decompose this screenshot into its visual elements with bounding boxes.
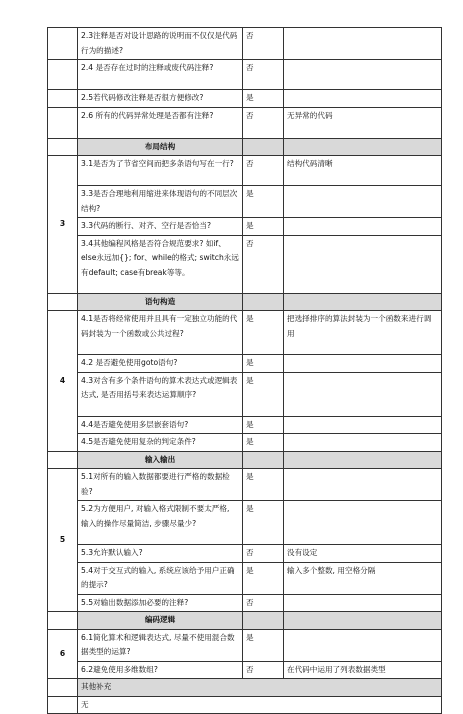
answer-cell: 否 <box>243 28 284 60</box>
item-text: 5.4对于交互式的输入, 系统应该给予用户正确的提示? <box>78 562 243 594</box>
answer-cell: 是 <box>243 355 284 373</box>
item-text: 4.1是否将经常使用并且具有一定独立功能的代码封装为一个函数或公共过程? <box>78 311 243 355</box>
answer-cell: 否 <box>243 107 284 138</box>
table-row <box>48 107 442 138</box>
other-value: 无 <box>78 696 442 714</box>
table-row <box>48 629 442 661</box>
answer-cell: 是 <box>243 311 284 355</box>
item-text: 4.3对含有多个条件语句的算术表达式或逻辑表达式, 是否用括号来表达运算顺序? <box>78 372 243 416</box>
section-header-spacer <box>48 293 78 311</box>
note-cell <box>284 629 442 661</box>
section-title: 语句构造 <box>78 293 243 311</box>
answer-cell: 是 <box>243 186 284 218</box>
answer-cell: 否 <box>243 156 284 186</box>
table-row <box>48 594 442 612</box>
section-header-spacer <box>243 612 284 630</box>
table-row <box>48 416 442 434</box>
other-value-row <box>48 696 442 714</box>
note-cell <box>284 434 442 452</box>
item-text: 2.5若代码修改注释是否很方便修改? <box>78 90 243 108</box>
table-row <box>48 235 442 293</box>
item-text: 4.2 是否避免使用goto语句? <box>78 355 243 373</box>
table-row <box>48 434 442 452</box>
item-text: 2.4 是否存在过时的注释或废代码注释? <box>78 60 243 90</box>
table-row <box>48 545 442 563</box>
note-cell <box>284 501 442 545</box>
answer-cell: 是 <box>243 469 284 501</box>
section-header-spacer <box>48 612 78 630</box>
item-text: 6.2避免使用多维数组? <box>78 661 243 679</box>
note-cell: 输入多个整数, 用空格分隔 <box>284 562 442 594</box>
answer-cell: 否 <box>243 661 284 679</box>
table-row <box>48 372 442 416</box>
section-header-spacer <box>48 138 78 156</box>
answer-cell: 是 <box>243 218 284 236</box>
section-header-spacer <box>48 451 78 469</box>
note-cell: 把选择排序的算法封装为一个函数来进行调用 <box>284 311 442 355</box>
note-cell: 无异常的代码 <box>284 107 442 138</box>
answer-cell: 是 <box>243 416 284 434</box>
other-title: 其他补充 <box>78 679 442 697</box>
section-title: 编码逻辑 <box>78 612 243 630</box>
table-row <box>48 311 442 355</box>
answer-cell: 是 <box>243 434 284 452</box>
section-number: 4 <box>48 311 78 452</box>
table-row <box>48 469 442 501</box>
table-row <box>48 218 442 236</box>
section-header-spacer <box>243 293 284 311</box>
item-text: 5.2为方便用户, 对输入格式限制不要太严格, 输入的操作尽量简洁, 步骤尽量少? <box>78 501 243 545</box>
note-cell <box>284 90 442 108</box>
section-header-spacer <box>48 696 78 714</box>
note-cell: 没有设定 <box>284 545 442 563</box>
table-row <box>48 661 442 679</box>
number-cell <box>48 60 78 90</box>
answer-cell: 是 <box>243 562 284 594</box>
number-cell <box>48 90 78 108</box>
note-cell <box>284 28 442 60</box>
note-cell <box>284 416 442 434</box>
item-text: 2.3注释是否对设计思路的说明而不仅仅是代码行为的描述? <box>78 28 243 60</box>
table-row <box>48 355 442 373</box>
table-row <box>48 562 442 594</box>
table-row <box>48 156 442 186</box>
section-header-spacer <box>284 612 442 630</box>
section-header-row <box>48 293 442 311</box>
answer-cell: 是 <box>243 372 284 416</box>
section-header-spacer <box>243 138 284 156</box>
note-cell <box>284 469 442 501</box>
note-cell <box>284 594 442 612</box>
section-number: 6 <box>48 629 78 679</box>
answer-cell: 否 <box>243 545 284 563</box>
item-text: 6.1简化算术和逻辑表达式, 尽量不使用混合数据类型的运算? <box>78 629 243 661</box>
item-text: 3.1是否为了节省空间而把多条语句写在一行? <box>78 156 243 186</box>
note-cell <box>284 60 442 90</box>
item-text: 2.6 所有的代码异常处理是否都有注释? <box>78 107 243 138</box>
item-text: 5.3允许默认输入? <box>78 545 243 563</box>
table-row <box>48 501 442 545</box>
number-cell <box>48 107 78 138</box>
table-row <box>48 186 442 218</box>
item-text: 4.5是否避免使用复杂的判定条件? <box>78 434 243 452</box>
table-row <box>48 28 442 60</box>
item-text: 3.4其他编程风格是否符合规范要求? 如if、else永远加{}; for、while的格式; switch永远有default; case有break等等。 <box>78 235 243 293</box>
note-cell <box>284 218 442 236</box>
section-header-row <box>48 451 442 469</box>
section-header-spacer <box>284 451 442 469</box>
item-text: 4.4是否避免使用多层嵌套语句? <box>78 416 243 434</box>
note-cell <box>284 186 442 218</box>
item-text: 3.3是否合理地利用缩进来体现语句的不同层次结构? <box>78 186 243 218</box>
answer-cell: 否 <box>243 60 284 90</box>
table-row <box>48 60 442 90</box>
other-header-row <box>48 679 442 697</box>
item-text: 5.5对输出数据添加必要的注释? <box>78 594 243 612</box>
answer-cell: 是 <box>243 90 284 108</box>
answer-cell: 是 <box>243 501 284 545</box>
note-cell: 在代码中运用了列表数据类型 <box>284 661 442 679</box>
answer-cell: 是 <box>243 629 284 661</box>
section-number: 3 <box>48 156 78 294</box>
section-header-row <box>48 612 442 630</box>
note-cell <box>284 355 442 373</box>
section-header-row <box>48 138 442 156</box>
item-text: 5.1对所有的输入数据都要进行严格的数据检验? <box>78 469 243 501</box>
code-review-table <box>47 27 442 714</box>
item-text: 3.3代码的断行、对齐、空行是否恰当? <box>78 218 243 236</box>
section-header-spacer <box>284 293 442 311</box>
table-row <box>48 90 442 108</box>
section-header-spacer <box>243 451 284 469</box>
section-title: 布局结构 <box>78 138 243 156</box>
note-cell <box>284 372 442 416</box>
number-cell <box>48 28 78 60</box>
section-header-spacer <box>48 679 78 697</box>
section-header-spacer <box>284 138 442 156</box>
answer-cell: 否 <box>243 235 284 293</box>
section-title: 输入输出 <box>78 451 243 469</box>
note-cell <box>284 235 442 293</box>
note-cell: 结构代码清晰 <box>284 156 442 186</box>
section-number: 5 <box>48 469 78 612</box>
answer-cell: 否 <box>243 594 284 612</box>
